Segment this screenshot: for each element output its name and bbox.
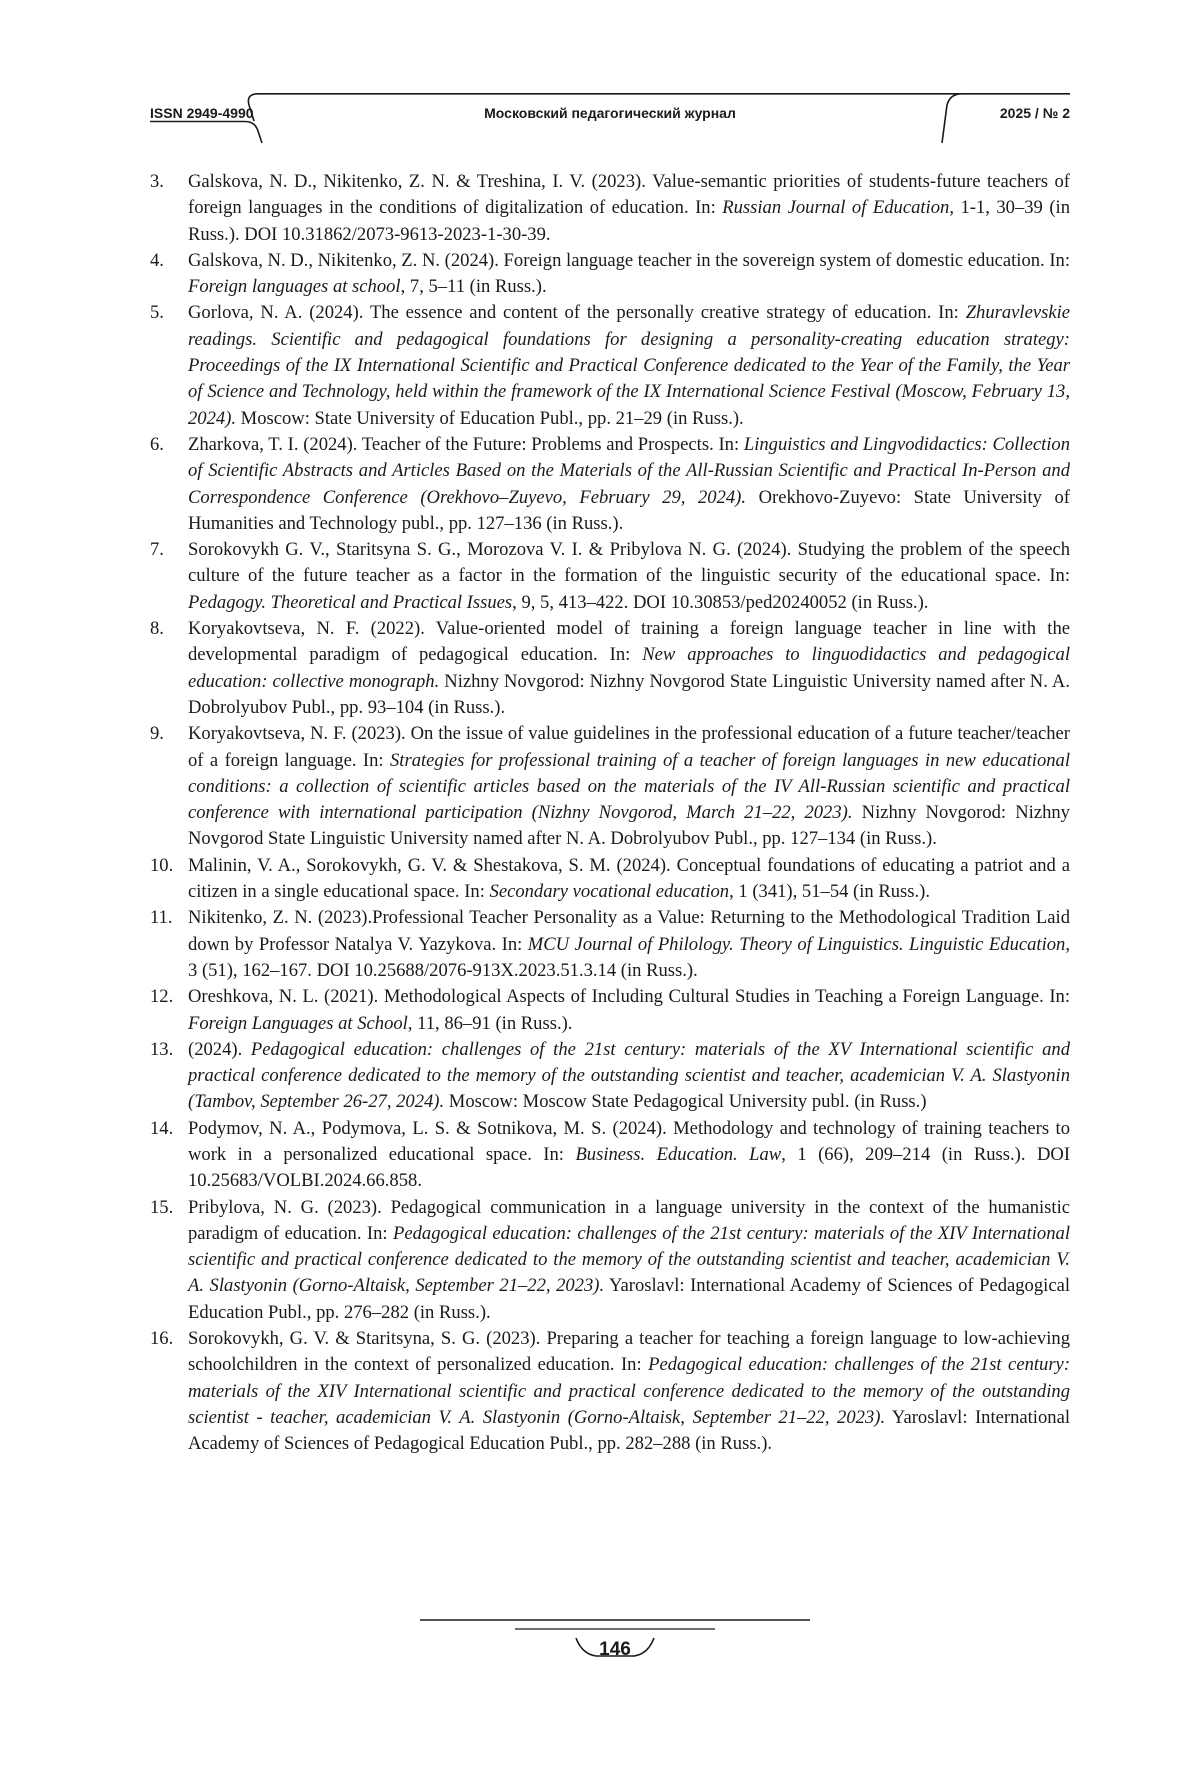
reference-text-segment: Nizhny Novgorod: Nizhny Novgorod State Linguistic University named after N. A. Dobrolyubov Publ., pp. 127–134 (in Russ.). [188,802,1070,850]
reference-number: 4. [150,249,164,271]
reference-item [150,984,1070,1037]
reference-text-segment: Nizhny Novgorod: Nizhny Novgorod State Linguistic University named after N. A. Dobrolyubov Publ., pp. 93–104 (in Russ.). [188,670,1070,718]
reference-text [188,616,1070,721]
reference-number: 8. [150,618,164,640]
reference-text [188,1195,1070,1326]
reference-text-segment: , 1 (66), 209–214 (in Russ.). DOI 10.25683/VOLBI.2024.66.858. [188,1143,1071,1192]
reference-text-segment: Podymov, N. A., Podymova, L. S. & Sotnikova, M. S. (2024). Methodology and technology of training teachers to work in a personalized educational space. In: [188,1117,1070,1165]
reference-item [150,300,1070,431]
reference-text-segment: Gorlova, N. A. (2024). The essence and content of the personally creative strategy of education. In: [188,302,966,324]
reference-source-title: Foreign languages at school [188,276,401,298]
reference-source-title: Russian Journal of Education [722,197,950,219]
reference-text [188,432,1070,537]
reference-item [150,905,1070,984]
reference-text [188,905,1070,984]
reference-number: 13. [150,1038,174,1060]
reference-number: 9. [150,723,164,745]
reference-text [188,984,1070,1037]
reference-source-title: Pedagogical education: challenges of the 21st century: materials of the XIV International scientific and practical conference dedicated to the memory of the outstanding scientist - teacher, academician V. A. Slastyonin (Gorno-Altaisk, September 21–22, 2023). [188,1354,1071,1428]
reference-text [188,169,1070,248]
reference-source-title: Secondary vocational education [489,881,730,903]
reference-number: 12. [150,986,174,1008]
reference-text-segment: Pribylova, N. G. (2023). Pedagogical communication in a language university in the context of the humanistic paradigm of education. In: [188,1196,1070,1244]
reference-text-segment: , 1 (341), 51–54 (in Russ.). [729,881,931,903]
reference-text-segment: Moscow: State University of Education Publ., pp. 21–29 (in Russ.). [236,407,744,429]
reference-text-segment: Yaroslavl: International Academy of Sciences of Pedagogical Education Publ., pp. 282–288 (in Russ.). [188,1406,1070,1455]
reference-item [150,169,1070,248]
page-number: 146 [599,1639,631,1660]
reference-item [150,537,1070,616]
reference-item [150,248,1070,301]
reference-item [150,721,1070,852]
page-footer [420,1618,810,1678]
reference-source-title: Pedagogy. Theoretical and Practical Issues [188,591,513,613]
reference-text [188,1037,1070,1116]
reference-text-segment: Moscow: Moscow State Pedagogical University publ. (in Russ.) [444,1091,927,1113]
reference-text [188,1116,1070,1195]
journal-title: Московский педагогический журнал [484,105,736,121]
reference-number: 15. [150,1196,174,1218]
reference-source-title: New approaches to linguodidactics and pedagogical education: collective monograph. [188,644,1070,692]
reference-source-title: Strategies for professional training of a teacher of foreign languages in new educational conditions: a collection of scientific articles based on the materials of the IV All-Russian scientific and practical conference with international participation (Nizhny Novgorod, March 21–22, 2023). [188,749,1071,824]
reference-text-segment: (2024). [188,1038,251,1060]
reference-number: 16. [150,1328,174,1350]
reference-number: 14. [150,1117,174,1139]
reference-text-segment: Oreshkova, N. L. (2021). Methodological Aspects of Including Cultural Studies in Teaching a Foreign Language. In: [188,986,1070,1008]
reference-item [150,1326,1070,1457]
reference-text [188,537,1070,616]
reference-source-title: Linguistics and Lingvodidactics: Collection of Scientific Abstracts and Articles Based on the Materials of the All-Russian Scientific and Practical In-Person and Correspondence Conference (Orekhovo–Zuyevo, February 29, 2024). [188,433,1071,508]
reference-source-title: Pedagogical education: challenges of the 21st century: materials of the XIV International scientific and practical conference dedicated to the memory of the outstanding scientist and teacher, academician V. A. Slastyonin (Gorno-Altaisk, September 21–22, 2023). [188,1222,1070,1297]
reference-text-segment: Sorokovykh, G. V. & Staritsyna, S. G. (2023). Preparing a teacher for teaching a foreign language to low-achieving schoolchildren in the context of personalized education. In: [188,1328,1070,1376]
reference-text-segment: , 9, 5, 413–422. DOI 10.30853/ped20240052 (in Russ.). [512,591,929,613]
reference-text-segment: , 3 (51), 162–167. DOI 10.25688/2076-913X.2023.51.3.14 (in Russ.). [188,933,1070,981]
reference-text-segment: Koryakovtseva, N. F. (2022). Value-oriented model of training a foreign language teacher in line with the developmental paradigm of pedagogical education. In: [188,618,1070,666]
reference-source-title: Foreign Languages at School [188,1012,408,1034]
reference-item [150,853,1070,906]
reference-number: 7. [150,539,164,561]
reference-text-segment: Nikitenko, Z. N. (2023).Professional Teacher Personality as a Value: Returning to the Methodological Tradition Laid down by Professor Natalya V. Yazykova. In: [188,907,1070,955]
reference-number: 10. [150,854,174,876]
reference-text-segment: Malinin, V. A., Sorokovykh, G. V. & Shestakova, S. M. (2024). Conceptual foundations of educating a patriot and a citizen in a single educational space. In: [188,854,1070,903]
reference-text [188,248,1070,301]
reference-text-segment: Yaroslavl: International Academy of Sciences of Pedagogical Education Publ., pp. 276–282 (in Russ.). [188,1275,1070,1323]
reference-item [150,1195,1070,1326]
reference-text-segment: , 1-1, 30–39 (in Russ.). DOI 10.31862/2073-9613-2023-1-30-39. [188,197,1070,245]
reference-source-title: Pedagogical education: challenges of the 21st century: materials of the XV International scientific and practical conference dedicated to the memory of the outstanding scientist and teacher, academician V. A. Slastyonin (Tambov, September 26-27, 2024). [188,1038,1070,1113]
reference-text-segment: Orekhovo-Zuyevo: State University of Humanities and Technology publ., pp. 127–136 (in Russ.). [188,486,1070,534]
reference-source-title: MCU Journal of Philology. Theory of Linguistics. Linguistic Education [527,933,1066,955]
reference-text-segment: Koryakovtseva, N. F. (2023). On the issue of value guidelines in the professional education of a future teacher/teacher of a foreign language. In: [188,723,1070,771]
reference-text-segment: , 7, 5–11 (in Russ.). [400,276,547,298]
reference-number: 3. [150,171,164,192]
reference-text [188,721,1070,852]
reference-number: 6. [150,433,164,455]
issue-label: 2025 / № 2 [999,105,1070,121]
running-header [150,93,1070,143]
reference-text [188,300,1070,431]
reference-item [150,616,1070,721]
reference-number: 11. [150,907,173,929]
reference-text-segment: Sorokovykh G. V., Staritsyna S. G., Morozova V. I. & Pribylova N. G. (2024). Studying the problem of the speech culture of the future teacher as a factor in the formation of the linguistic security of the educational space. In: [188,539,1070,587]
reference-text-segment: Zharkova, T. I. (2024). Teacher of the Future: Problems and Prospects. In: [188,433,744,455]
reference-number: 5. [150,302,164,324]
reference-text-segment: Galskova, N. D., Nikitenko, Z. N. & Treshina, I. V. (2023). Value-semantic priorities of students-future teachers of foreign languages in the conditions of digitalization of education. In: [188,171,1070,219]
reference-item [150,432,1070,537]
reference-text [188,1326,1070,1457]
reference-text-segment: , 11, 86–91 (in Russ.). [407,1012,573,1034]
issn-label: ISSN 2949-4990 [150,105,254,121]
reference-text [188,853,1070,906]
reference-source-title: Zhuravlevskie readings. Scientific and pedagogical foundations for designing a personality-creating education strategy: Proceedings of the IX International Scientific and Practical Conference dedicated to the Year of the Family, the Year of Science and Technology, held within the framework of the IX International Science Festival (Moscow, February 13, 2024). [188,302,1070,429]
reference-source-title: Business. Education. Law [575,1143,782,1165]
reference-list [150,169,1070,1458]
reference-item [150,1116,1070,1195]
reference-item [150,1037,1070,1116]
reference-text-segment: Galskova, N. D., Nikitenko, Z. N. (2024). Foreign language teacher in the sovereign system of domestic education. In: [188,249,1070,271]
